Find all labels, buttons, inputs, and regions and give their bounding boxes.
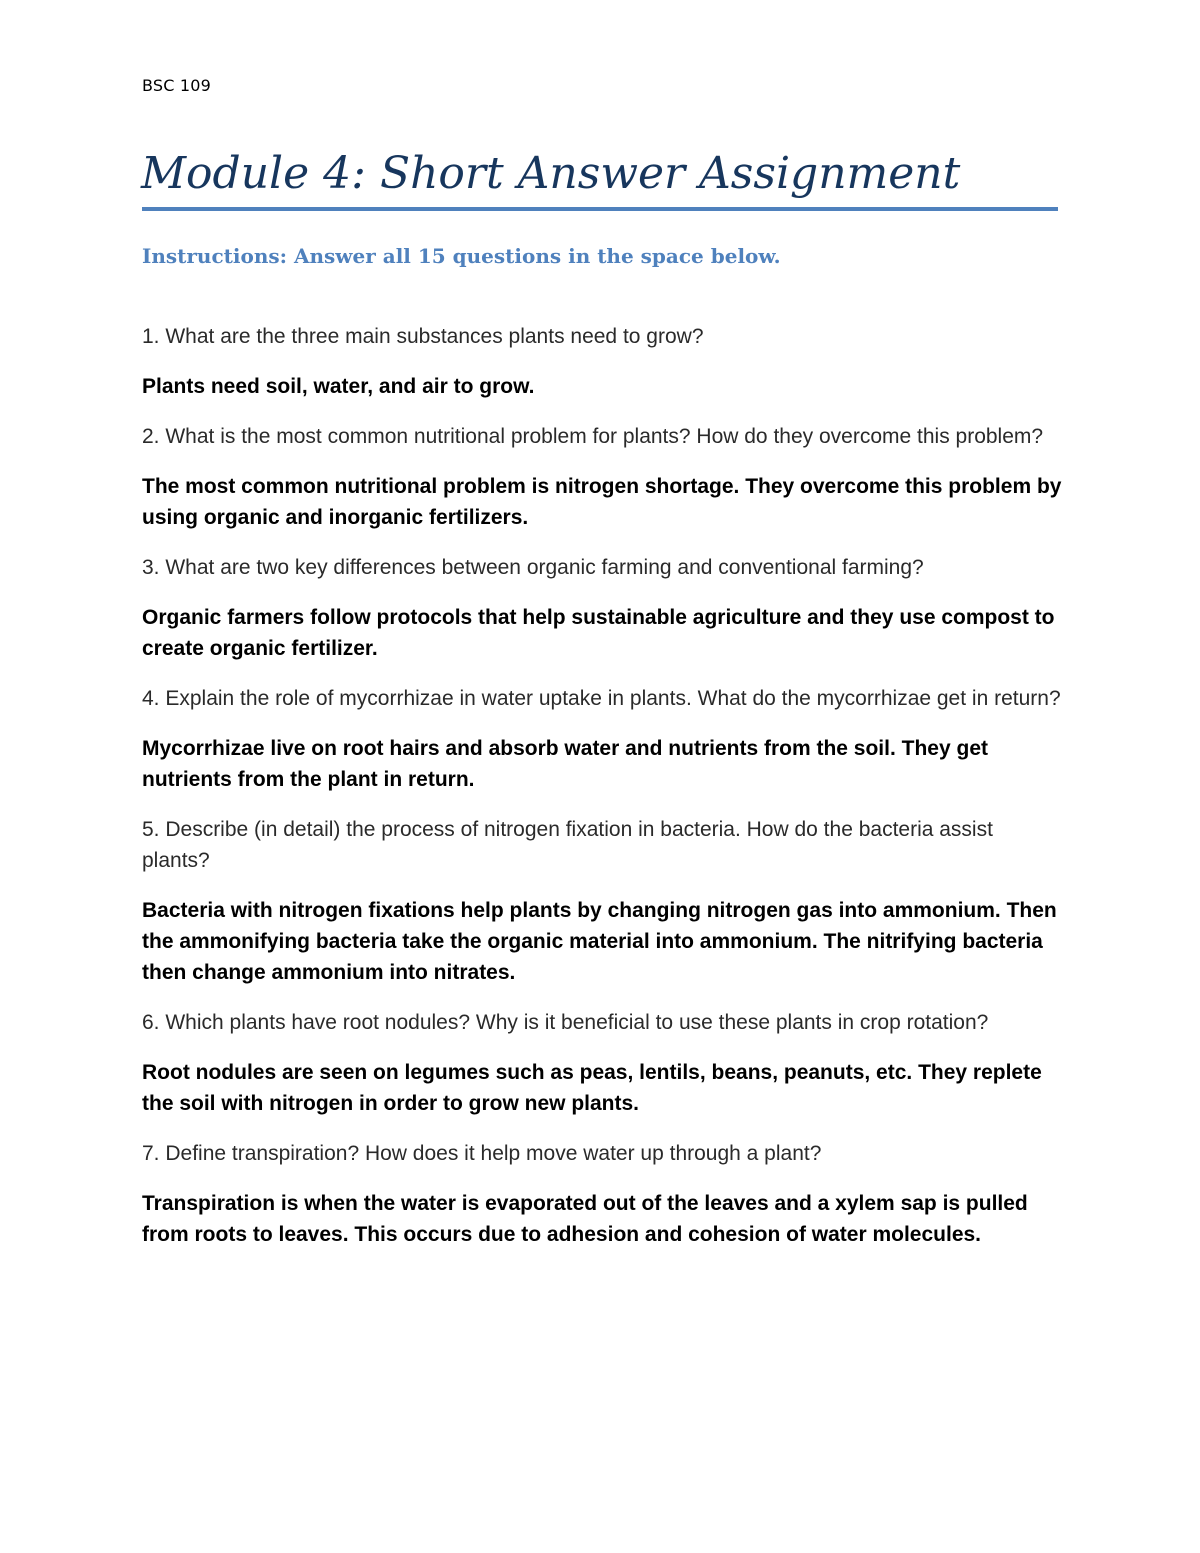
qa-item-1 xyxy=(142,321,1062,402)
answer-7: Transpiration is when the water is evaporated out of the leaves and a xylem sap is pulled from roots to leaves. This occurs due to adhesion and cohesion of water molecules. xyxy=(142,1192,1028,1246)
qa-item-4 xyxy=(142,683,1062,795)
question-5: 5. Describe (in detail) the process of nitrogen fixation in bacteria. How do the bacteria assist plants? xyxy=(142,818,993,872)
question-4: 4. Explain the role of mycorrhizae in water uptake in plants. What do the mycorrhizae get in return? xyxy=(142,687,1061,710)
answer-6: Root nodules are seen on legumes such as peas, lentils, beans, peanuts, etc. They replete the soil with nitrogen in order to grow new plants. xyxy=(142,1061,1042,1115)
qa-item-5 xyxy=(142,814,1062,988)
question-2: 2. What is the most common nutritional problem for plants? How do they overcome this problem? xyxy=(142,425,1044,448)
answer-4: Mycorrhizae live on root hairs and absorb water and nutrients from the soil. They get nutrients from the plant in return. xyxy=(142,737,988,791)
qa-item-7 xyxy=(142,1138,1062,1250)
title-underline-rule xyxy=(142,207,1058,211)
answer-1: Plants need soil, water, and air to grow. xyxy=(142,375,535,398)
qa-item-6 xyxy=(142,1007,1062,1119)
document-title: Module 4: Short Answer Assignment xyxy=(141,148,961,199)
instructions-text: Instructions: Answer all 15 questions in the space below. xyxy=(142,244,781,268)
answer-5: Bacteria with nitrogen fixations help plants by changing nitrogen gas into ammonium. Then the ammonifying bacteria take the organic material into ammonium. The nitrifying bacteria then change ammonium into nitrates. xyxy=(142,899,1057,984)
qa-item-3 xyxy=(142,552,1062,664)
question-3: 3. What are two key differences between organic farming and conventional farming? xyxy=(142,556,924,579)
question-7: 7. Define transpiration? How does it help move water up through a plant? xyxy=(142,1142,822,1165)
answer-3: Organic farmers follow protocols that help sustainable agriculture and they use compost to create organic fertilizer. xyxy=(142,606,1055,660)
answer-2: The most common nutritional problem is nitrogen shortage. They overcome this problem by using organic and inorganic fertilizers. xyxy=(142,475,1062,529)
question-6: 6. Which plants have root nodules? Why is it beneficial to use these plants in crop rotation? xyxy=(142,1011,989,1034)
course-code: BSC 109 xyxy=(142,76,212,95)
qa-item-2 xyxy=(142,421,1062,533)
question-answer-list xyxy=(142,321,1062,1269)
question-1: 1. What are the three main substances plants need to grow? xyxy=(142,325,704,348)
